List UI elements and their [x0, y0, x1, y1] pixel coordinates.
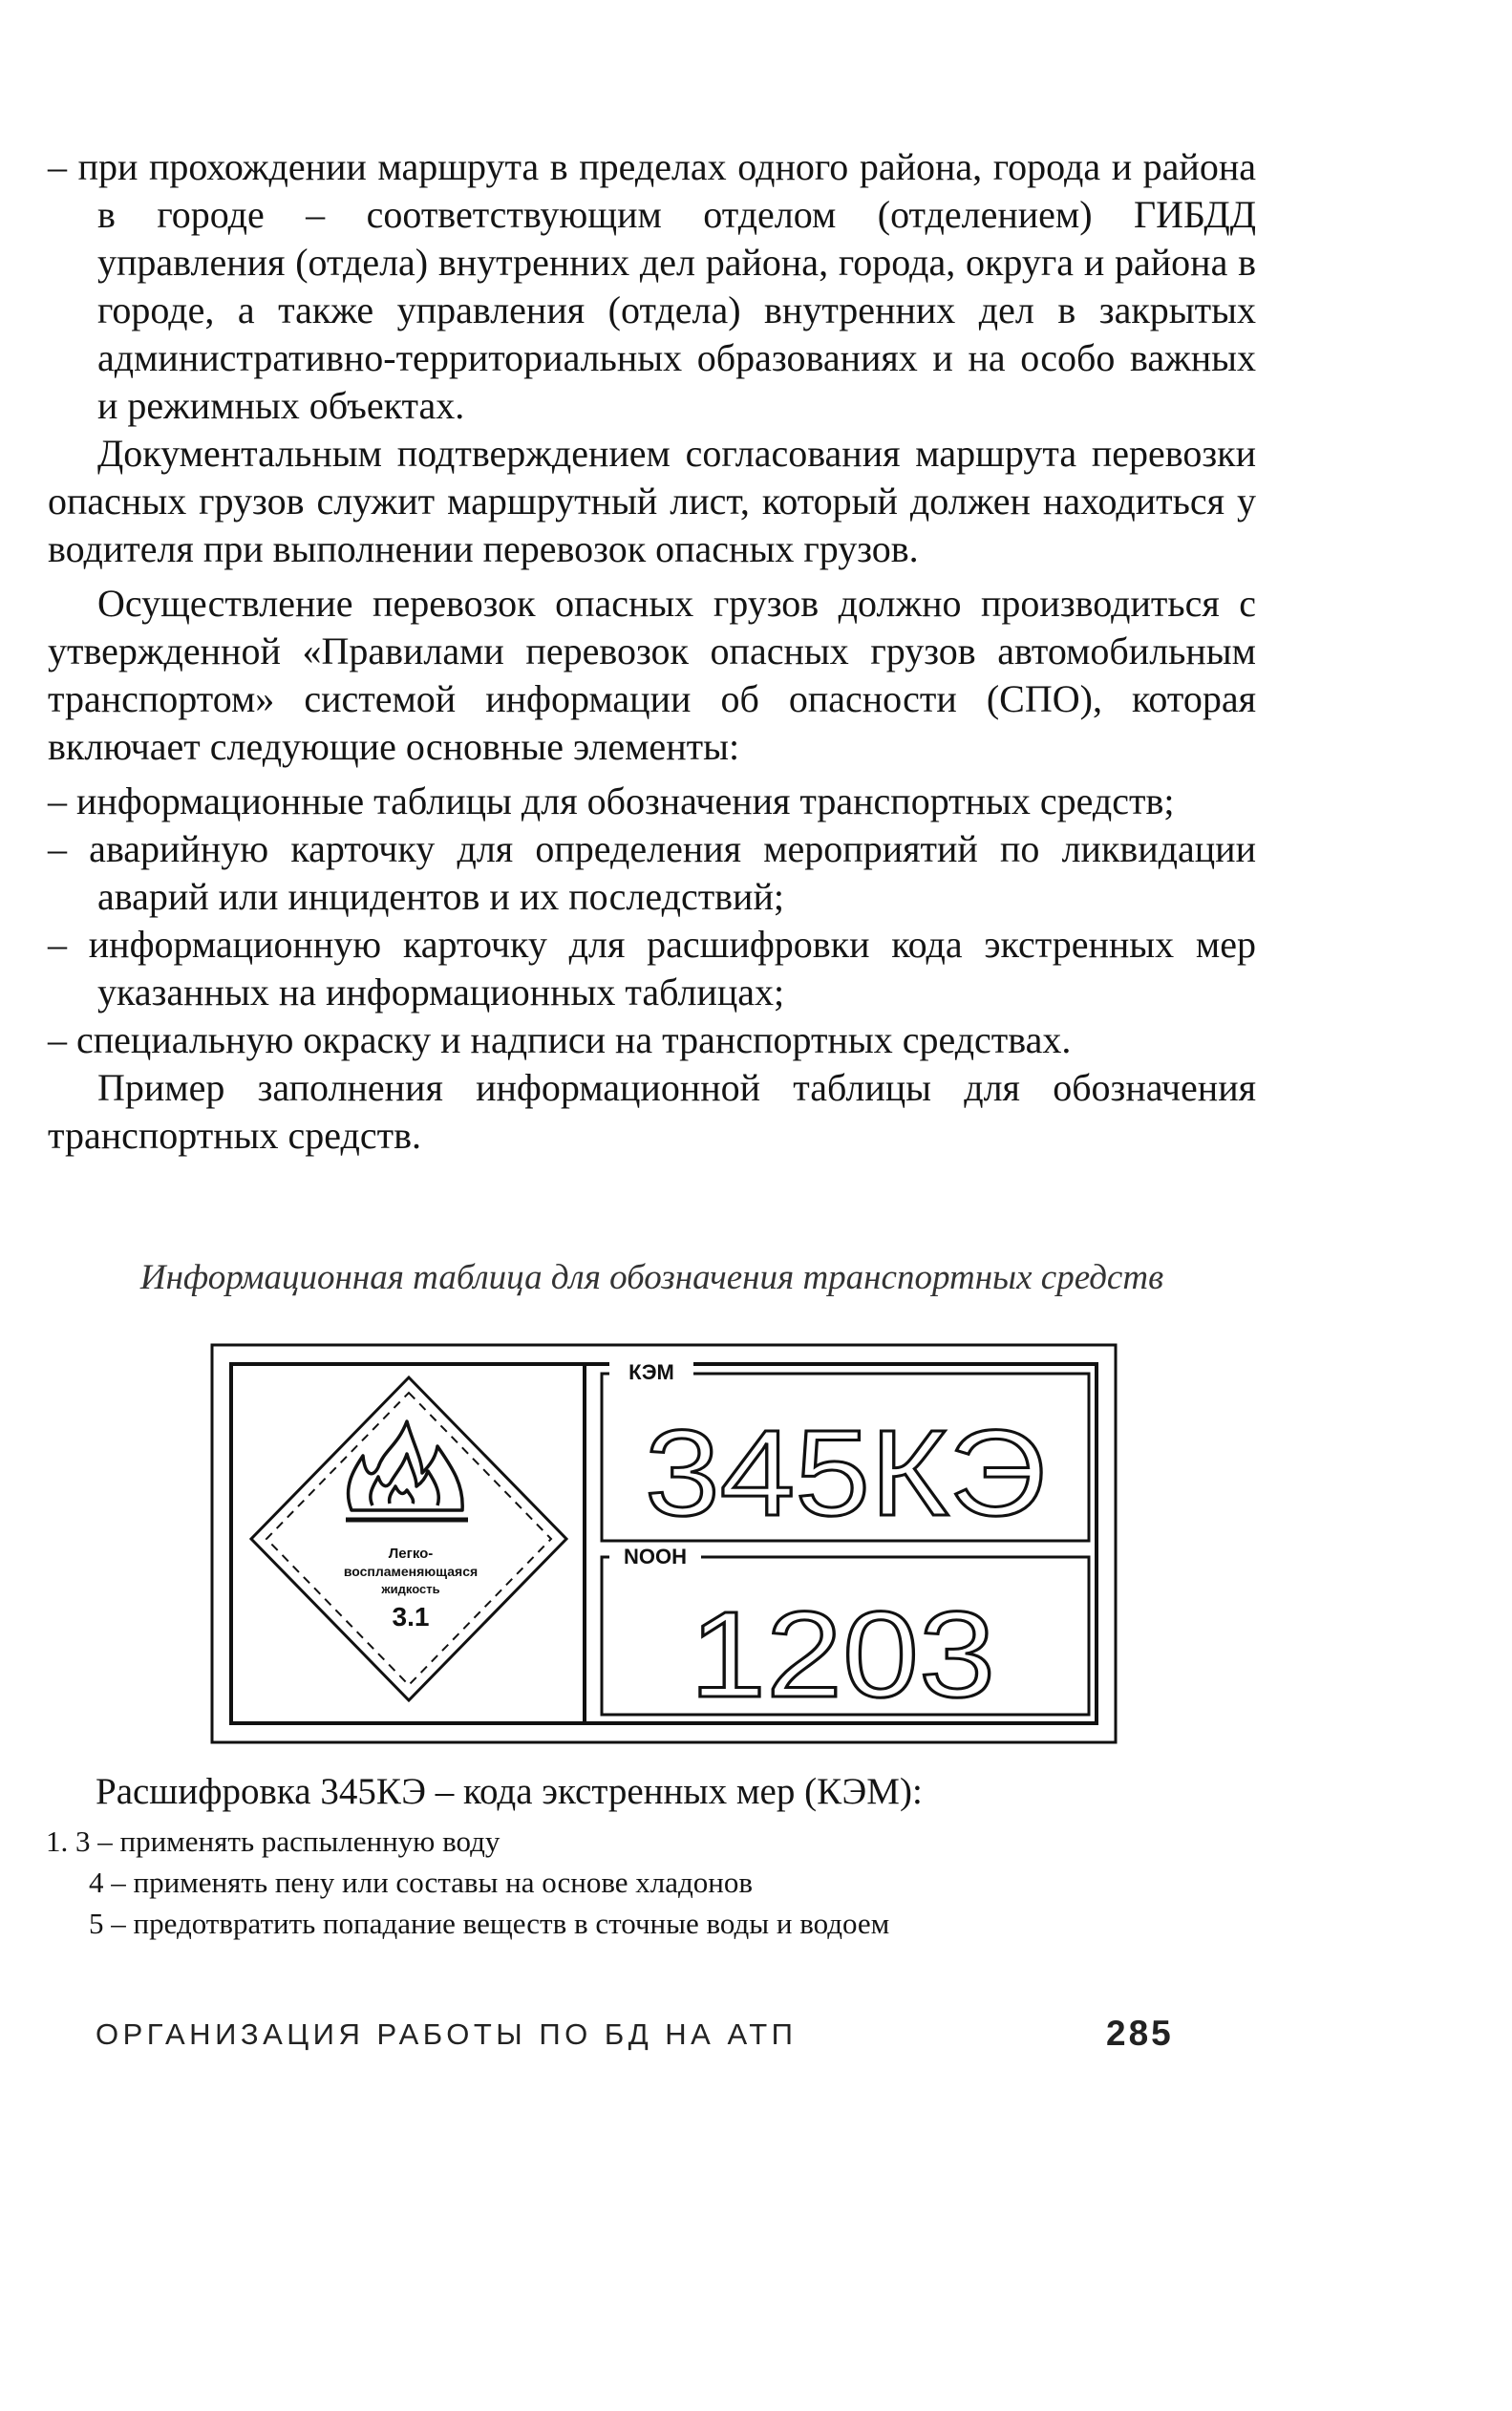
decode-line-2: 4 – применять пену или составы на основе хладонов	[89, 1866, 754, 1899]
un-label: NOOH	[624, 1545, 687, 1568]
flame-icon	[346, 1421, 468, 1520]
sign-text-2: воспламеняющаяся	[343, 1564, 479, 1579]
diamond-inner-dashed	[266, 1393, 551, 1685]
body-text	[48, 143, 1256, 1166]
decode-line-3: 5 – предотвратить попадание веществ в сточные воды и водоем	[89, 1907, 890, 1940]
list-item: – аварийную карточку для определения мероприятий по ликвидации аварий или инцидентов и их последствий;	[48, 827, 1256, 918]
figure-caption: Информационная таблица для обозначения транспортных средств	[139, 1258, 1164, 1297]
paragraph: Осуществление перевозок опасных грузов должно производиться с утвержденной «Правилами перевозок опасных грузов автомобильным транспортом» системой информации об опасности (СПО), которая включает следующие основные элементы:	[48, 582, 1256, 768]
sign-text-3: жидкость	[381, 1582, 440, 1596]
paragraph: Пример заполнения информационной таблицы для обозначения транспортных средств.	[48, 1066, 1256, 1157]
flammable-liquid-sign	[251, 1377, 566, 1700]
decode-line-1: 1. 3 – применять распыленную воду	[46, 1824, 500, 1858]
sign-text-1: Легко-	[388, 1546, 434, 1562]
list-item: – специальную окраску и надписи на транспортных средствах.	[48, 1018, 1072, 1061]
information-table-figure	[210, 1343, 1118, 1744]
page-number: 285	[1106, 2014, 1174, 2053]
decode-list	[46, 1821, 889, 1944]
sign-class: 3.1	[392, 1602, 430, 1632]
list-item: – информационную карточку для расшифровки кода экстренных мер указанных на информационных таблицах;	[48, 923, 1256, 1013]
paragraph: Документальным подтверждением согласования маршрута перевозки опасных грузов служит маршрутный лист, который должен находиться у водителя при выполнении перевозок опасных грузов.	[48, 432, 1256, 570]
list-item: – при прохождении маршрута в пределах одного района, города и района в городе – соответствующим отделом (отделением) ГИБДД управления (отдела) внутренних дел района, города, округа и района в городе, а также управления (отдела) внутренних дел в закрытых административно-территориальных образованиях и на особо важных и режимных объектах.	[48, 145, 1256, 427]
kem-label: КЭМ	[628, 1360, 674, 1384]
running-title: ОРГАНИЗАЦИЯ РАБОТЫ ПО БД НА АТП	[96, 2017, 798, 2051]
decode-title: Расшифровка 345КЭ – кода экстренных мер (КЭМ):	[96, 1771, 923, 1812]
un-number: 1203	[690, 1587, 995, 1723]
kem-code: 345КЭ	[645, 1405, 1046, 1542]
list-item: – информационные таблицы для обозначения транспортных средств;	[48, 779, 1175, 822]
